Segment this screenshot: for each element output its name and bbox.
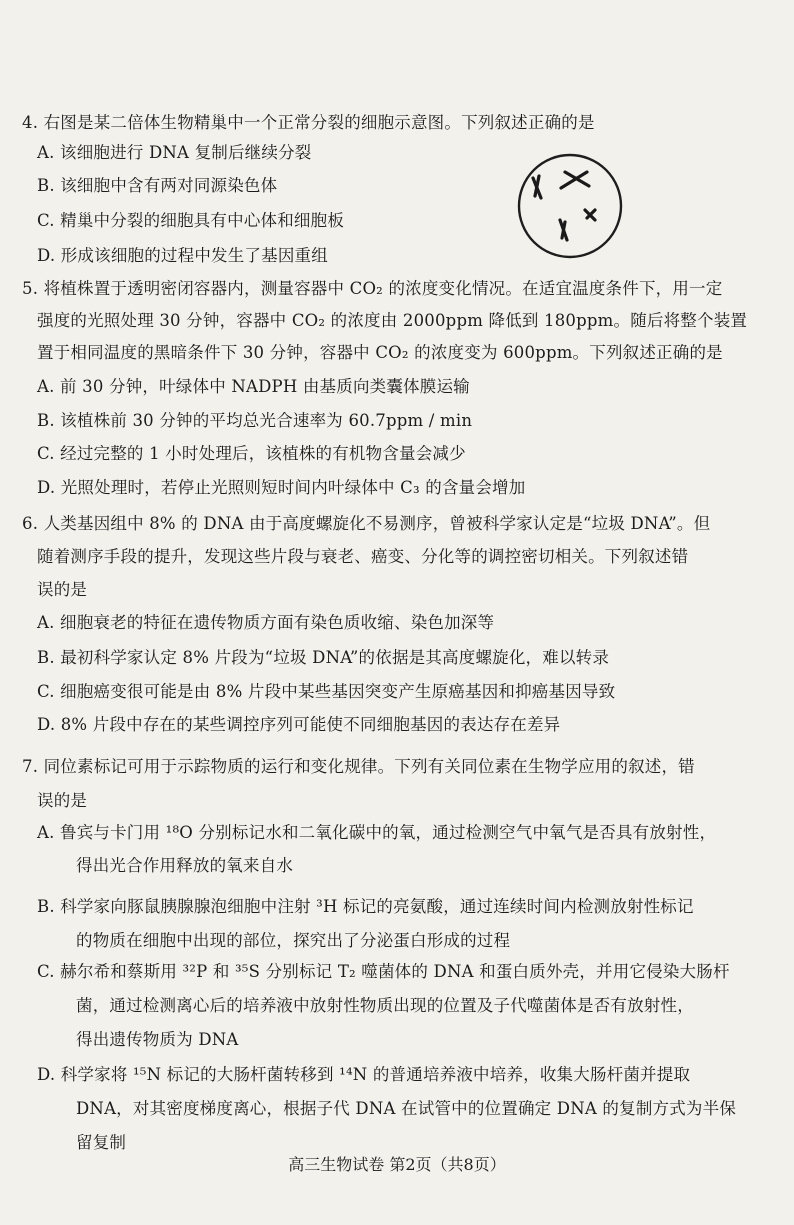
question-7-option-a-line2: 得出光合作用释放的氧来自水 — [76, 856, 294, 875]
question-5-option-c: C. 经过完整的 1 小时处理后，该植株的有机物含量会减少 — [37, 444, 466, 463]
question-7-option-b-line2: 的物质在细胞中出现的部位，探究出了分泌蛋白形成的过程 — [76, 931, 511, 950]
question-7-option-d-line1: D. 科学家将 ¹⁵N 标记的大肠杆菌转移到 ¹⁴N 的普通培养液中培养，收集大肠杆菌并提取 — [37, 1065, 691, 1084]
question-6-option-a: A. 细胞衰老的特征在遗传物质方面有染色质收缩、染色加深等 — [37, 613, 495, 632]
question-6-stem-line2: 随着测序手段的提升，发现这些片段与衰老、癌变、分化等的调控密切相关。下列叙述错 — [37, 547, 689, 566]
question-7-option-b-line1: B. 科学家向豚鼠胰腺腺泡细胞中注射 ³H 标记的亮氨酸，通过连续时间内检测放射性标记 — [37, 897, 694, 916]
question-4-option-a: A. 该细胞进行 DNA 复制后继续分裂 — [37, 143, 312, 162]
question-4-option-b: B. 该细胞中含有两对同源染色体 — [37, 176, 278, 195]
question-6-option-d: D. 8% 片段中存在的某些调控序列可能使不同细胞基因的表达存在差异 — [37, 715, 561, 734]
question-7-option-d-line2: DNA，对其密度梯度离心，根据子代 DNA 在试管中的位置确定 DNA 的复制方式为半保 — [76, 1099, 737, 1118]
question-5-stem-line3: 置于相同温度的黑暗条件下 30 分钟，容器中 CO₂ 的浓度变为 600ppm。下列叙述正确的是 — [37, 343, 723, 362]
question-4-option-c: C. 精巢中分裂的细胞具有中心体和细胞板 — [37, 211, 345, 230]
question-5-option-d: D. 光照处理时，若停止光照则短时间内叶绿体中 C₃ 的含量会增加 — [37, 478, 526, 497]
question-7-option-d-line3: 留复制 — [76, 1133, 127, 1152]
question-5-option-a: A. 前 30 分钟，叶绿体中 NADPH 由基质向类囊体膜运输 — [37, 377, 470, 396]
question-5-stem-line1: 5. 将植株置于透明密闭容器内，测量容器中 CO₂ 的浓度变化情况。在适宜温度条件下，用一定 — [22, 279, 723, 298]
question-4-option-d: D. 形成该细胞的过程中发生了基因重组 — [37, 246, 328, 265]
question-6-option-c: C. 细胞癌变很可能是由 8% 片段中某些基因突变产生原癌基因和抑癌基因导致 — [37, 682, 616, 701]
question-7-stem-line2: 误的是 — [37, 791, 88, 810]
question-6-option-b: B. 最初科学家认定 8% 片段为“垃圾 DNA”的依据是其高度螺旋化，难以转录 — [37, 648, 610, 667]
question-7-stem-line1: 7. 同位素标记可用于示踪物质的运行和变化规律。下列有关同位素在生物学应用的叙述，错 — [22, 757, 695, 776]
question-5-option-b: B. 该植株前 30 分钟的平均总光合速率为 60.7ppm / min — [37, 411, 473, 430]
question-7-option-c-line3: 得出遗传物质为 DNA — [76, 1030, 239, 1049]
bleed-through — [600, 118, 675, 139]
question-4-stem: 4. 右图是某二倍体生物精巢中一个正常分裂的细胞示意图。下列叙述正确的是 — [22, 113, 595, 132]
question-6-stem-line3: 误的是 — [37, 580, 88, 599]
page-footer: 高三生物试卷 第2页（共8页） — [288, 1155, 506, 1174]
question-5-stem-line2: 强度的光照处理 30 分钟，容器中 CO₂ 的浓度由 2000ppm 降低到 180ppm。随后将整个装置 — [37, 311, 748, 330]
question-7-option-c-line2: 菌，通过检测离心后的培养液中放射性物质出现的位置及子代噬菌体是否有放射性， — [76, 996, 694, 1015]
question-7-option-a-line1: A. 鲁宾与卡门用 ¹⁸O 分别标记水和二氧化碳中的氧，通过检测空气中氧气是否具有放射性， — [37, 823, 717, 842]
cell-division-figure-icon — [515, 150, 625, 262]
question-6-stem-line1: 6. 人类基因组中 8% 的 DNA 由于高度螺旋化不易测序，曾被科学家认定是“垃圾 DNA”。但 — [22, 514, 711, 533]
question-7-option-c-line1: C. 赫尔希和蔡斯用 ³²P 和 ³⁵S 分别标记 T₂ 噬菌体的 DNA 和蛋白质外壳，并用它侵染大肠杆 — [37, 962, 730, 981]
